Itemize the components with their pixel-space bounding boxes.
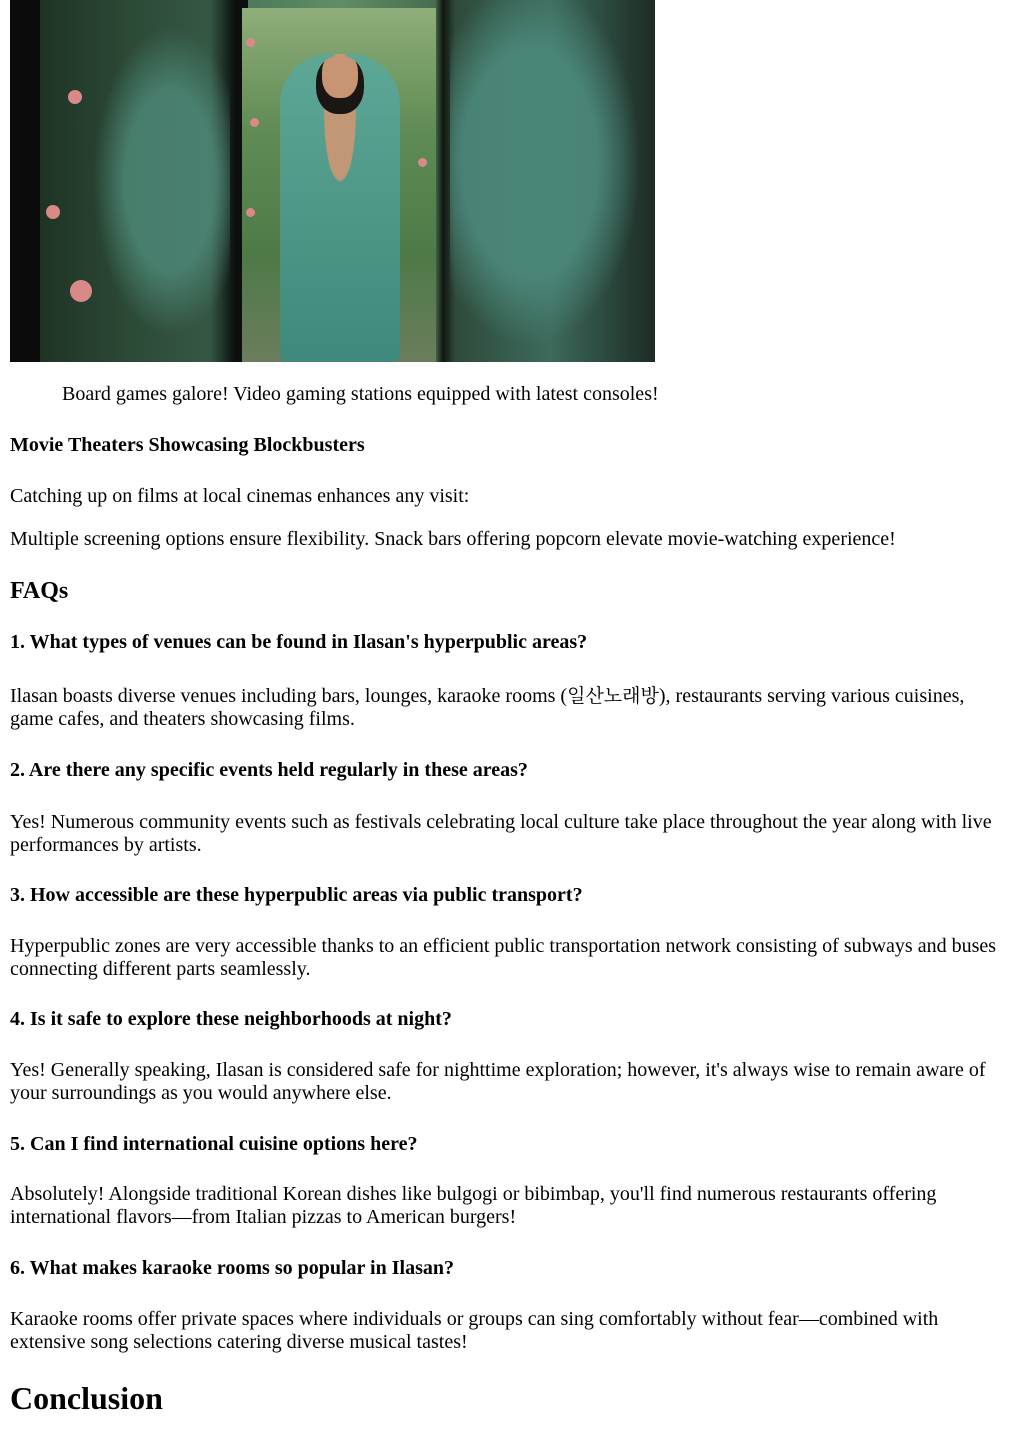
faq-question: 3. How accessible are these hyperpublic areas via public transport? bbox=[10, 884, 583, 906]
faq-answer: Hyperpublic zones are very accessible thanks to an efficient public transportation network consisting of subways and buses connecting different parts seamlessly. bbox=[10, 935, 997, 980]
faq-answer: Karaoke rooms offer private spaces where individuals or groups can sing comfortably without fear—combined with extensive song selections catering diverse musical tastes! bbox=[10, 1308, 939, 1353]
faq-question: 6. What makes karaoke rooms so popular in Ilasan? bbox=[10, 1257, 454, 1279]
intro-line: Board games galore! Video gaming stations equipped with latest consoles! bbox=[62, 383, 659, 405]
faq-answer-korean: 일산노래방 bbox=[567, 685, 659, 707]
faq-answer: Yes! Generally speaking, Ilasan is considered safe for nighttime exploration; however, it's always wise to remain aware of your surroundings as you would anywhere else. bbox=[10, 1059, 986, 1104]
photo-center-frame bbox=[242, 8, 436, 362]
photo-left-panel bbox=[80, 0, 230, 362]
faq-answer: Yes! Numerous community events such as festivals celebrating local culture take place throughout the year along with live performances by artists. bbox=[10, 811, 992, 856]
conclusion-heading: Conclusion bbox=[10, 1380, 163, 1416]
faq-question: 5. Can I find international cuisine options here? bbox=[10, 1133, 418, 1155]
hero-photo bbox=[10, 0, 655, 362]
faqs-heading: FAQs bbox=[10, 578, 69, 604]
photo-face bbox=[316, 56, 364, 114]
faq-answer-text: Ilasan boasts diverse venues including bars, lounges, karaoke rooms ( bbox=[10, 685, 568, 707]
faq-answer bbox=[10, 685, 1010, 731]
faq-answer: Absolutely! Alongside traditional Korean dishes like bulgogi or bibimbap, you'll find numerous restaurants offering international flavors—from Italian pizzas to American burgers! bbox=[10, 1183, 937, 1228]
movie-paragraph-2: Multiple screening options ensure flexibility. Snack bars offering popcorn elevate movie-watching experience! bbox=[10, 528, 896, 550]
movie-heading: Movie Theaters Showcasing Blockbusters bbox=[10, 434, 365, 456]
faq-answer-text: ), restaurants serving various cuisines, game cafes, and theaters showcasing films. bbox=[10, 685, 965, 730]
faq-question: 1. What types of venues can be found in Ilasan's hyperpublic areas? bbox=[10, 631, 588, 653]
faq-question: 4. Is it safe to explore these neighborhoods at night? bbox=[10, 1008, 452, 1030]
movie-paragraph-1: Catching up on films at local cinemas enhances any visit: bbox=[10, 485, 470, 507]
faq-question: 2. Are there any specific events held regularly in these areas? bbox=[10, 759, 528, 781]
photo-right-panel bbox=[450, 0, 650, 362]
